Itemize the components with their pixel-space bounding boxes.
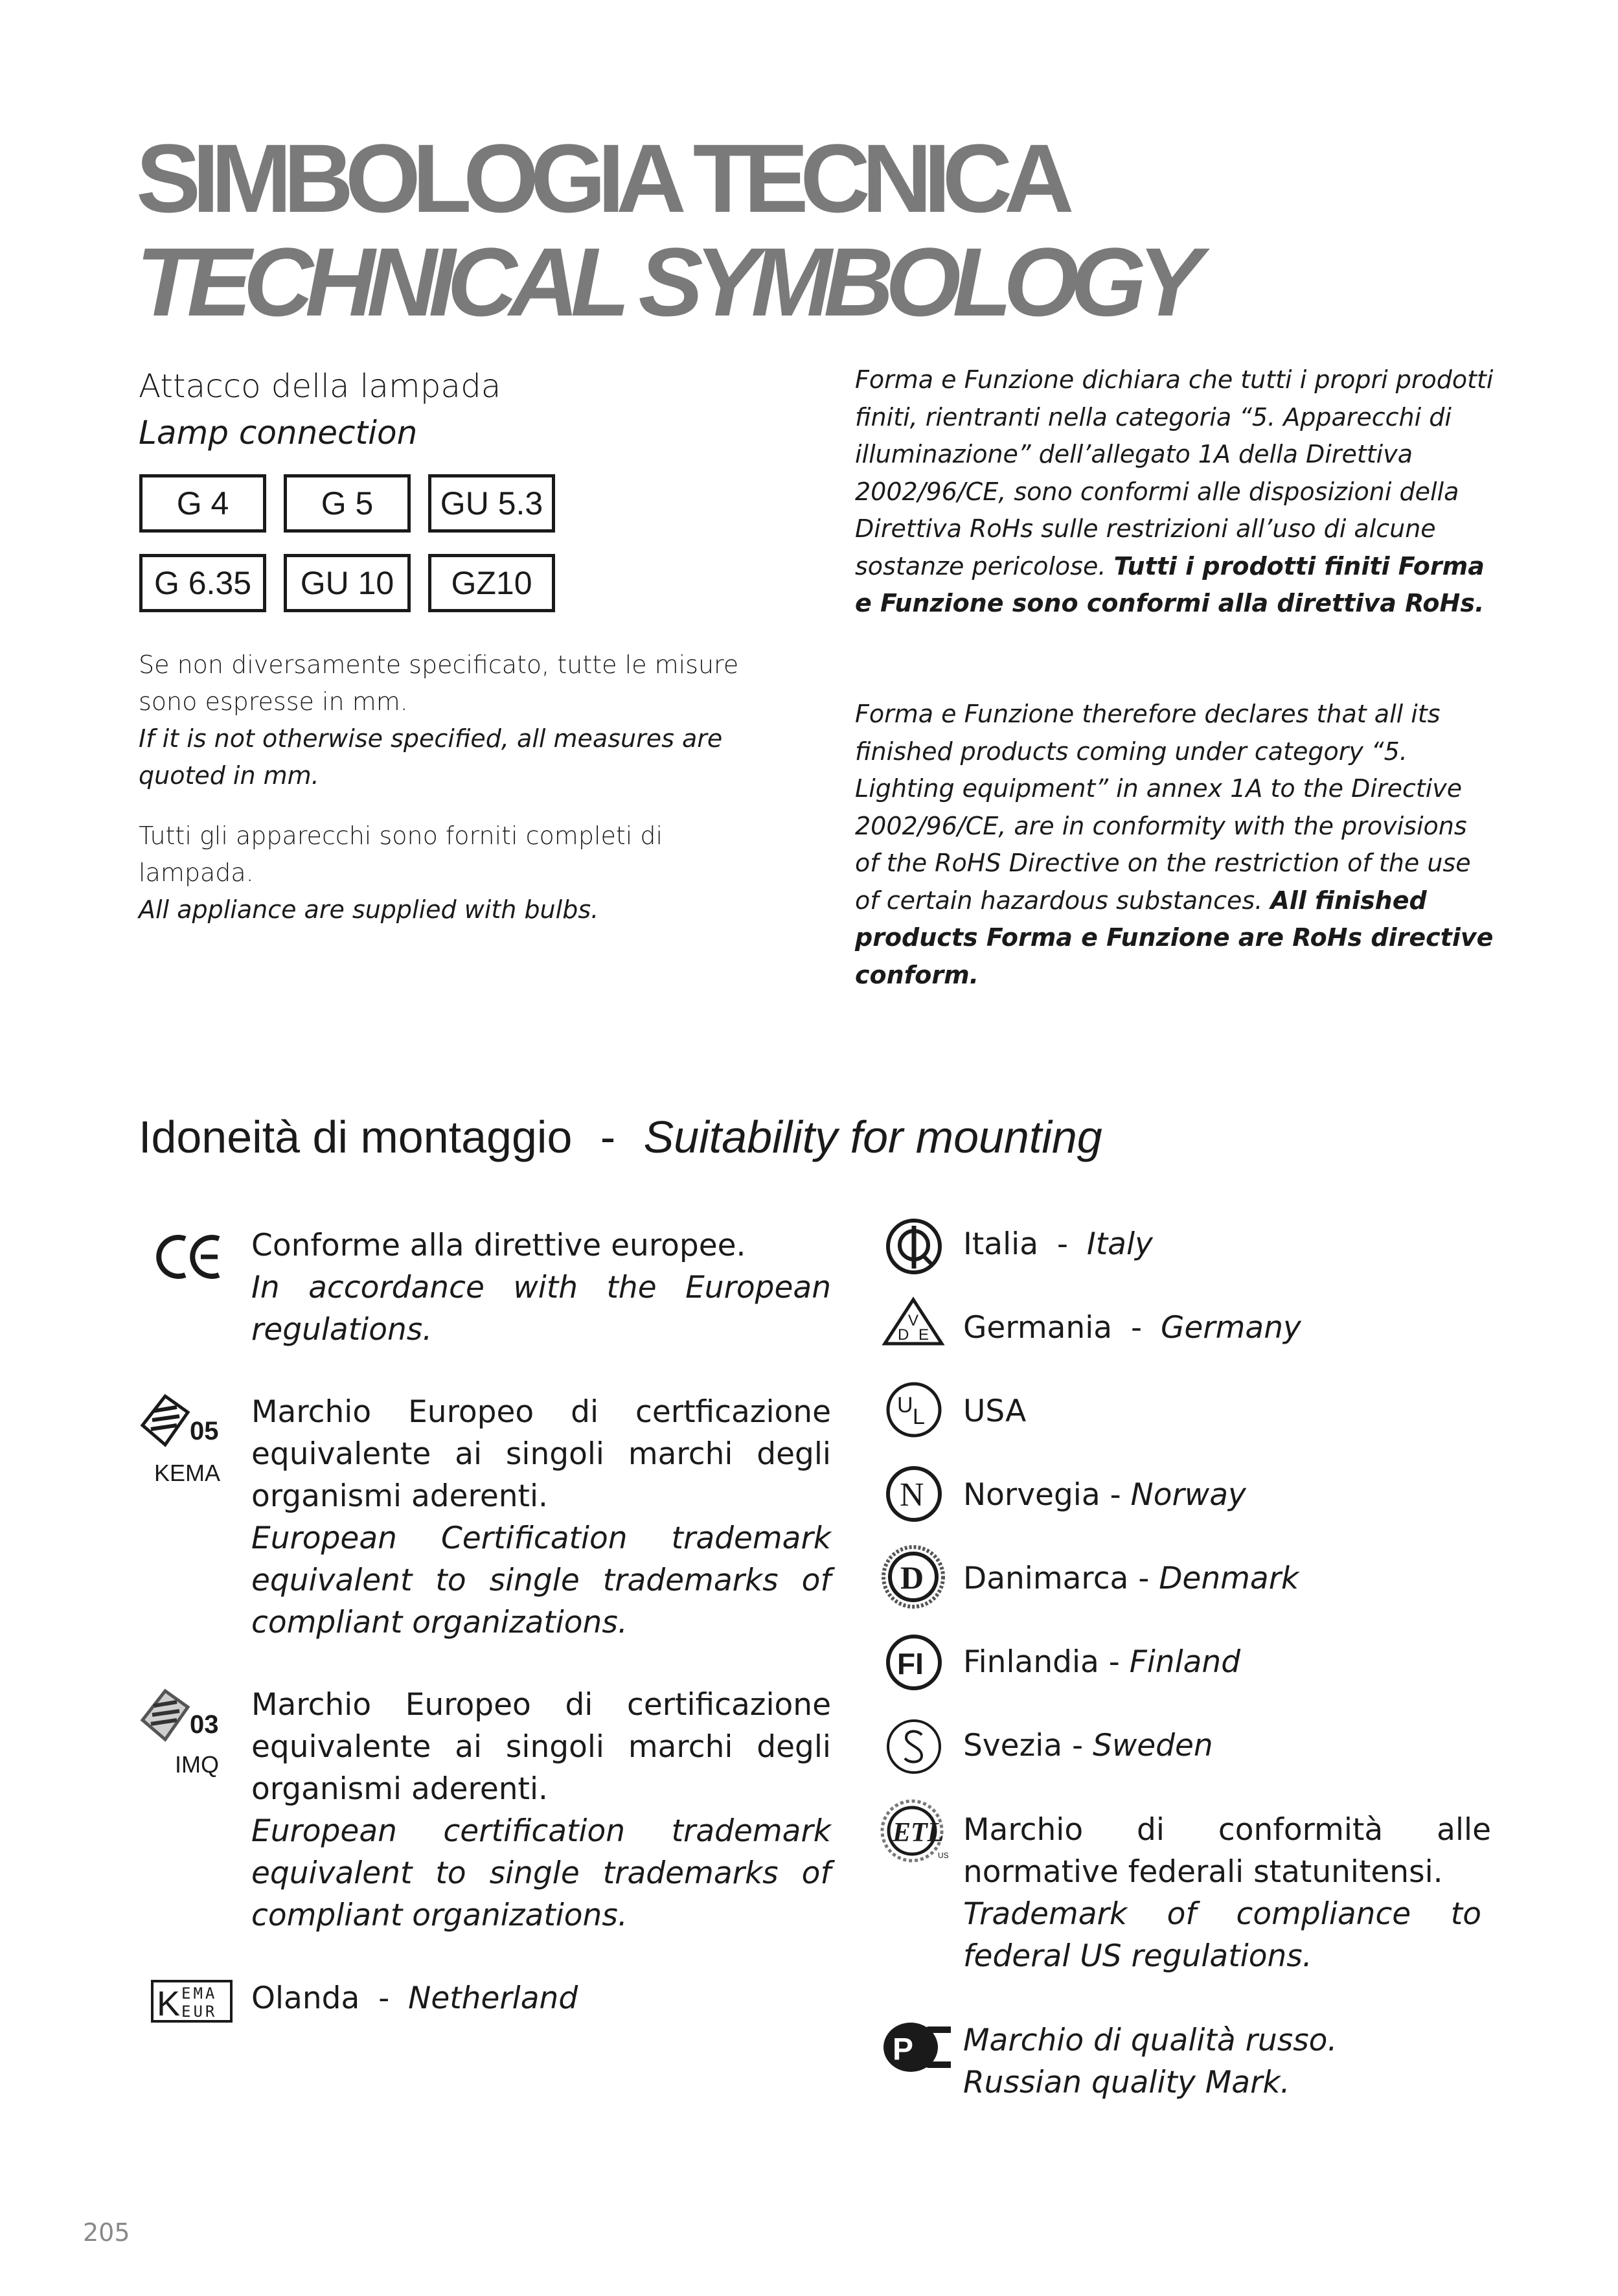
- vde-germany-icon: [881, 1296, 946, 1348]
- usa-text: USA: [963, 1394, 1027, 1429]
- lamp-type-gu10: GU 10: [284, 554, 411, 612]
- svg-text:EUR: EUR: [181, 2003, 218, 2021]
- rohs-declaration-it: [855, 362, 1496, 623]
- italy-text-en: Italy: [1086, 1226, 1153, 1262]
- svg-text:05: 05: [190, 1417, 219, 1445]
- measures-note-en: If it is not otherwise specified, all measures are quoted in mm.: [139, 724, 723, 790]
- mounting-separator: -: [600, 1112, 616, 1162]
- page-title: SIMBOLOGIA TECNICA: [136, 124, 1066, 233]
- svg-text:P: P: [893, 2032, 914, 2067]
- ce-mark-icon: [154, 1231, 225, 1283]
- finland-text-it: Finlandia: [963, 1644, 1099, 1680]
- italy-description: [963, 1223, 1494, 1265]
- svg-text:K: K: [157, 1984, 181, 2023]
- lamp-type-gz10: GZ10: [428, 554, 555, 612]
- etl-text-it: Marchio di conformità alle normative federali statunitensi.: [963, 1812, 1491, 1890]
- enec05-description: [251, 1391, 831, 1644]
- bulbs-note: [139, 818, 786, 928]
- bulbs-note-it: Tutti gli apparecchi sono forniti completi di lampada.: [139, 821, 663, 887]
- enec03-text-en: European certification trademark equivalent to single trademarks of compliant organizations.: [251, 1813, 831, 1933]
- svg-text:ETL: ETL: [893, 1818, 944, 1848]
- rohs-it-bold: Tutti i prodotti finiti Forma e Funzione sono conformi alla direttiva RoHs.: [855, 551, 1485, 617]
- denmark-sep: -: [1138, 1561, 1150, 1596]
- page-subtitle: TECHNICAL SYMBOLOGY: [136, 227, 1194, 336]
- enec-imq-caption: IMQ: [175, 1751, 219, 1778]
- germany-text-it: Germania: [963, 1310, 1113, 1346]
- fimko-finland-icon: [884, 1633, 944, 1692]
- measures-note: [139, 647, 786, 794]
- kema-description: [251, 1977, 834, 2019]
- finland-text-en: Finland: [1129, 1644, 1241, 1680]
- lamp-connection-heading: [139, 363, 501, 456]
- svg-text:L: L: [913, 1405, 925, 1429]
- mounting-title-it: Idoneità di montaggio: [139, 1112, 573, 1162]
- mounting-heading: [139, 1111, 1102, 1163]
- svg-text:EMA: EMA: [181, 1984, 218, 2003]
- kema-text-en: Netherland: [408, 1980, 578, 2016]
- kema-keur-icon: [150, 1979, 234, 2025]
- svg-text:N: N: [900, 1476, 924, 1513]
- ul-usa-icon: [884, 1380, 944, 1440]
- sweden-text-en: Sweden: [1092, 1728, 1213, 1763]
- germany-description: [963, 1307, 1494, 1349]
- etl-description: [963, 1809, 1491, 1977]
- russia-text-it: Marchio di qualità russo.: [963, 2023, 1338, 2058]
- nemko-norway-icon: [884, 1464, 944, 1524]
- enec03-text-it: Marchio Europeo di certificazione equivalente ai singoli marchi degli organismi aderenti.: [251, 1687, 831, 1807]
- sweden-sep: -: [1072, 1728, 1084, 1763]
- ce-text-it: Conforme alla direttive europee.: [251, 1228, 746, 1263]
- rohs-en-bold: All finished products Forma e Funzione are RoHs directive conform.: [855, 886, 1494, 989]
- kema-sep: -: [378, 1980, 390, 2016]
- russia-text-en: Russian quality Mark.: [963, 2065, 1290, 2100]
- denmark-text-en: Denmark: [1159, 1561, 1299, 1596]
- italy-text-it: Italia: [963, 1226, 1039, 1262]
- enec05-text-it: Marchio Europeo di certficazione equivalente ai singoli marchi degli organismi aderenti.: [251, 1394, 831, 1514]
- lamp-type-g5: G 5: [284, 474, 411, 533]
- enec-kema-icon: [139, 1393, 243, 1458]
- lamp-type-gu53: GU 5.3: [428, 474, 555, 533]
- norway-sep: -: [1110, 1477, 1121, 1513]
- enec05-text-en: European Certification trademark equivalent to single trademarks of compliant organizations.: [251, 1521, 831, 1640]
- rohs-en-text: Forma e Funzione therefore declares that all its finished products coming under category “5. Lighting equipment” in annex 1A to the Directive 2002/96/CE, are in conformity with the provisions of the RoHS Directive on the restriction of the use of certain hazardous substances.: [855, 700, 1471, 915]
- svg-text:D: D: [900, 1559, 924, 1596]
- svg-text:U: U: [897, 1393, 913, 1418]
- demko-denmark-icon: [880, 1543, 947, 1611]
- svg-text:V: V: [908, 1312, 919, 1329]
- etl-text-en: Trademark of compliance to federal US regulations.: [963, 1896, 1481, 1974]
- enec03-description: [251, 1684, 831, 1936]
- norway-description: [963, 1474, 1494, 1516]
- italy-sep: -: [1056, 1226, 1068, 1262]
- etl-listed-icon: [876, 1795, 953, 1866]
- norway-text-it: Norvegia: [963, 1477, 1100, 1513]
- ce-description: [251, 1224, 831, 1351]
- svg-text:E: E: [918, 1326, 929, 1344]
- lamp-heading-it: Attacco della lampada: [139, 367, 501, 405]
- rohs-it-text: Forma e Funzione dichiara che tutti i propri prodotti finiti, rientranti nella categoria “5. Apparecchi di illuminazione” dell’allegato 1A della Direttiva 2002/96/CE, sono conformi alle disposizioni della Direttiva RoHs sulle restrizioni all’uso di alcune sostanze pericolose.: [855, 365, 1494, 580]
- imq-italy-icon: [884, 1217, 944, 1276]
- lamp-heading-en: Lamp connection: [139, 414, 418, 452]
- ce-text-en: In accordance with the European regulations.: [251, 1270, 831, 1348]
- lamp-type-g635: G 6.35: [139, 554, 266, 612]
- russia-description: [963, 2019, 1494, 2104]
- lamp-type-g4: G 4: [139, 474, 266, 533]
- semko-sweden-icon: [884, 1717, 944, 1776]
- gost-russia-icon: [881, 2018, 957, 2076]
- norway-text-en: Norway: [1130, 1477, 1246, 1513]
- enec-imq-icon: [139, 1688, 243, 1752]
- measures-note-it: Se non diversamente specificato, tutte le misure sono espresse in mm.: [139, 650, 739, 716]
- enec-kema-caption: KEMA: [154, 1460, 221, 1486]
- lamp-type-grid: [139, 474, 560, 612]
- kema-text-it: Olanda: [251, 1980, 360, 2016]
- page-number: 205: [83, 2218, 130, 2247]
- svg-text:D: D: [898, 1326, 909, 1344]
- svg-text:FI: FI: [897, 1647, 924, 1681]
- sweden-description: [963, 1725, 1494, 1767]
- denmark-description: [963, 1557, 1494, 1600]
- finland-sep: -: [1108, 1644, 1120, 1680]
- denmark-text-it: Danimarca: [963, 1561, 1129, 1596]
- mounting-title-en: Suitability for mounting: [643, 1112, 1102, 1162]
- sweden-text-it: Svezia: [963, 1728, 1063, 1763]
- svg-text:US: US: [938, 1851, 949, 1860]
- bulbs-note-en: All appliance are supplied with bulbs.: [139, 895, 599, 924]
- rohs-declaration-en: [855, 696, 1496, 994]
- germany-text-en: Germany: [1160, 1310, 1301, 1346]
- usa-description: [963, 1390, 1494, 1432]
- germany-sep: -: [1131, 1310, 1142, 1346]
- finland-description: [963, 1641, 1494, 1683]
- svg-text:03: 03: [190, 1710, 219, 1739]
